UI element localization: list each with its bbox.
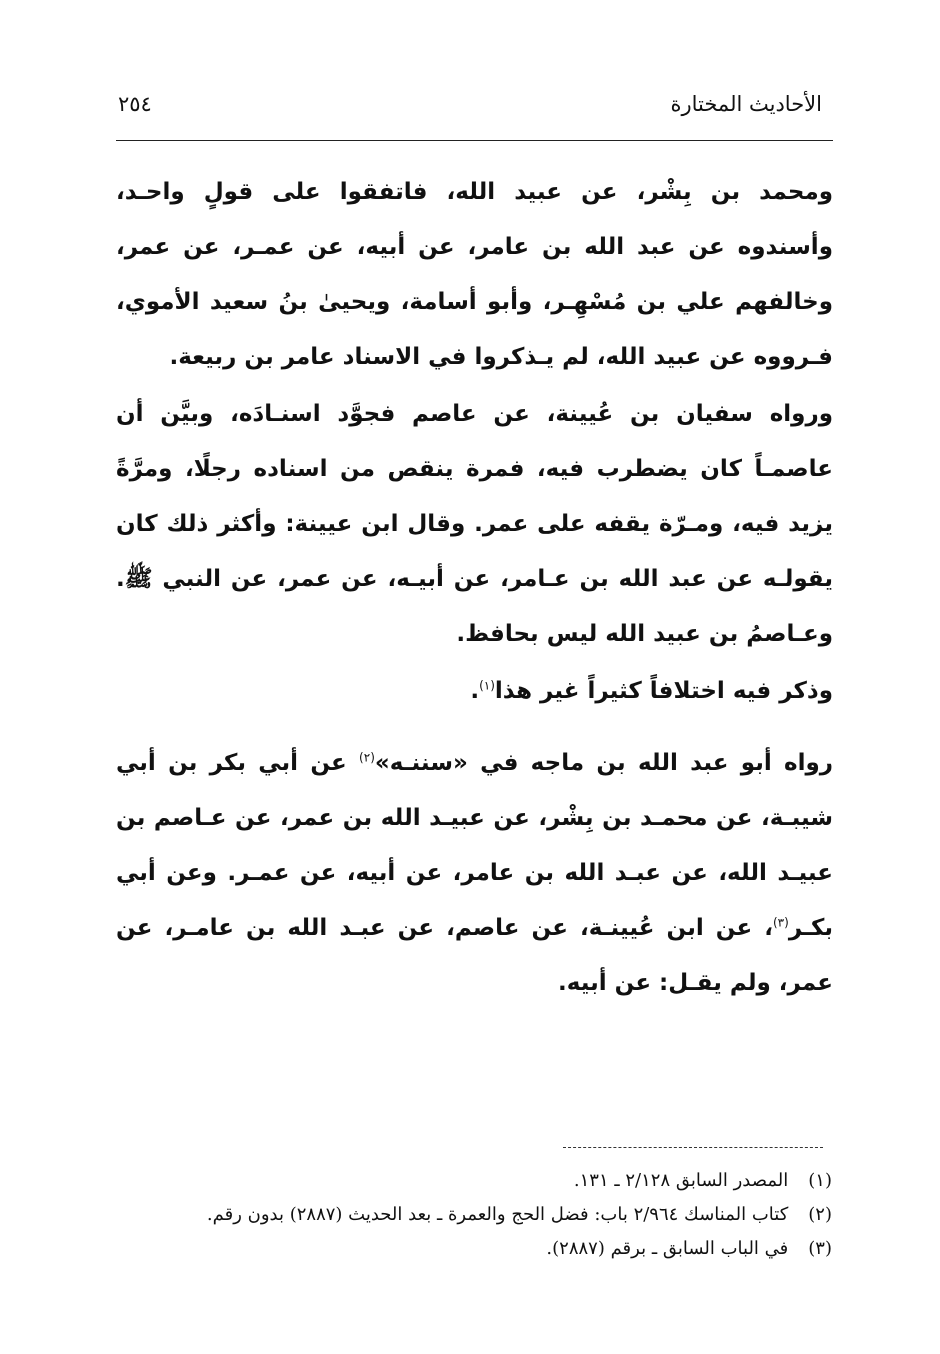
- paragraph-1-text: ومحمد بن بِشْر، عن عبيد الله، فاتفقوا على قولٍ واحـد، وأسندوه عن عبد الله بن عامر، عن أبيه، عن عمـر، عن عمر، وخالفهم علي بن مُسْهِـر، وأبو أسامة، ويحيىٰ بنُ سعيد الأموي، فـرووه عن عبيد الله، لم يـذكروا في الاسناد عامر بن ربيعة.: [116, 179, 833, 370]
- footnote-3-text: في الباب السابق ـ برقم (٢٨٨٧).: [546, 1238, 789, 1259]
- paragraph-2-text: ورواه سفيان بن عُيينة، عن عاصم فجوَّد اسنـادَه، وبيَّن أن عاصمـاً كان يضطرب فيه، فمرة ينقص من اسناده رجلًا، ومرَّةً يزيد فيه، ومـرّة يقفه على عمر. وقال ابن عيينة: وأكثر ذلك كان يقولـه عن عبد الله بن عـامر، عن أبيـه، عن عمر، عن النبي ﷺ. وعـاصمُ بن عبيد الله ليس بحافظ.: [116, 401, 833, 647]
- footnote-2-number: (٢): [808, 1204, 832, 1225]
- page-number: ٢٥٤: [118, 92, 152, 116]
- footnote-ref-3: (٣): [772, 915, 789, 930]
- paragraph-2: [116, 387, 833, 662]
- footnote-2: [102, 1202, 832, 1228]
- footnote-ref-2: (٢): [359, 750, 375, 765]
- footnote-2-text: كتاب المناسك ٢/٩٦٤ باب: فضل الحج والعمرة ـ بعد الحديث (٢٨٨٧) بدون رقم.: [206, 1204, 789, 1225]
- footnote-ref-1: (١): [479, 678, 495, 693]
- footnote-3-number: (٣): [808, 1238, 832, 1259]
- paragraph-1: [116, 165, 833, 385]
- paragraph-4-text-c: ، عن ابن عُيينـة، عن عاصم، عن عبـد الله بن عامـر، عن عمر، ولم يقـل: عن أبيه.: [116, 915, 833, 996]
- paragraph-4-text-a: رواه أبو عبد الله بن ماجه في «سننـه»: [374, 750, 833, 776]
- paragraph-3: وذكر فيه اختلافاً كثيراً غير هذا$^{(١)}$.: [470, 678, 833, 704]
- footnote-separator: [563, 1147, 823, 1148]
- footnote-1-text: المصدر السابق ٢/١٢٨ ـ ١٣١.: [573, 1170, 789, 1191]
- running-header-title: الأحاديث المختارة: [670, 92, 822, 116]
- paragraph-4: [116, 736, 833, 1011]
- footnote-1-number: (١): [808, 1170, 832, 1191]
- paragraph-4-text-b: عن أبي بكر بن أبي شيبـة، عن محمـد بن بِشْر، عن عبيـد الله بن عمر، عن عـاصم بن عبيـد الله، عن عبـد الله بن عامر، عن أبيه، عن عمـر. وعن أبي بكـر: [116, 750, 833, 941]
- header-rule: [116, 140, 833, 141]
- footnote-3: [102, 1236, 832, 1262]
- paragraph-3-text: وذكر فيه اختلافاً كثيراً غير هذا: [494, 678, 833, 704]
- footnote-1: [102, 1168, 832, 1194]
